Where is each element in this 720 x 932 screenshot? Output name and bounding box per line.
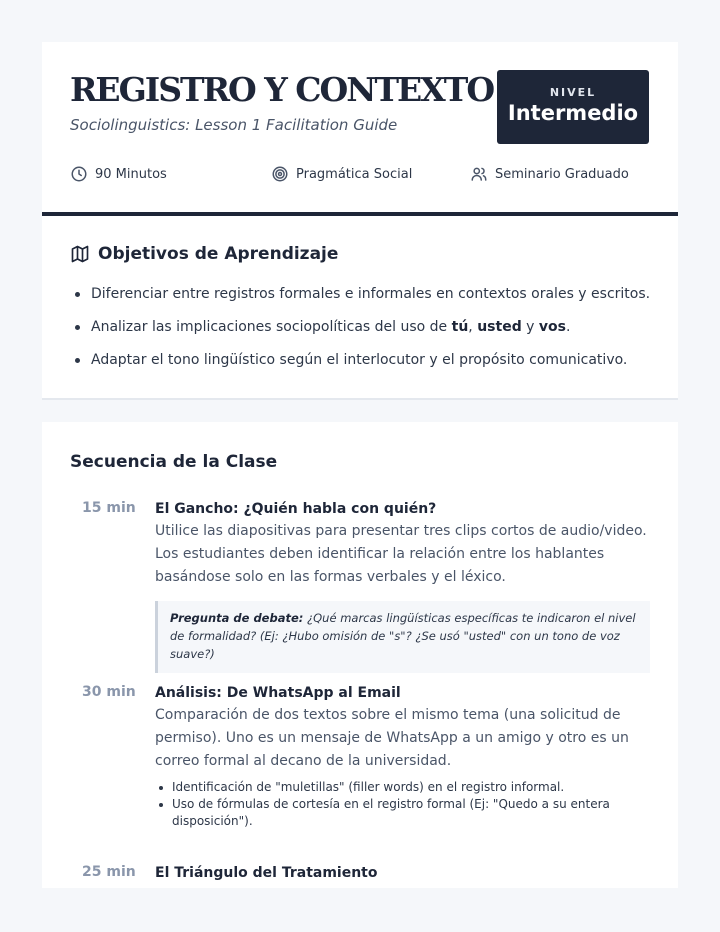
header-card (42, 42, 678, 216)
meta-duration-text: 90 Minutos (95, 166, 167, 182)
objective-text: Diferenciar entre registros formales e informales en contextos orales y escritos. (91, 286, 651, 302)
map-icon (70, 244, 90, 264)
meta-audience-text: Seminario Graduado (495, 166, 629, 182)
level-value: Intermedio (507, 101, 639, 125)
debate-text: ¿Qué marcas lingüísticas específicas te indicaron el nivel de formalidad? (Ej: ¿Hubo omisión de "s"? ¿Se usó "usted" con un tono de voz suave?) (170, 611, 636, 661)
term-vos: vos (538, 319, 566, 335)
level-badge (497, 70, 649, 144)
objectives-heading (70, 244, 338, 264)
step-bullets (155, 779, 650, 830)
step-title: Análisis: De WhatsApp al Email (155, 685, 401, 701)
step-body (155, 864, 650, 882)
meta-topic (271, 165, 412, 183)
sequence-card (42, 422, 678, 888)
objectives-list (70, 284, 660, 383)
step-time: 25 min (82, 864, 136, 880)
objective-text-post: . (565, 319, 571, 335)
target-icon (271, 165, 289, 183)
list-item (70, 284, 660, 317)
objectives-heading-text: Objetivos de Aprendizaje (98, 244, 339, 264)
meta-audience (470, 165, 629, 183)
step-description: Utilice las diapositivas para presentar tres clips cortos de audio/video. Los estudiantes deben identificar la relación entre los hablantes basándose solo en las formas verbales y el léxico. (155, 523, 647, 585)
list-item (70, 350, 660, 383)
list-item: Uso de fórmulas de cortesía en el registro formal (Ej: "Quedo a su entera disposición"). (155, 796, 650, 830)
level-label: NIVEL (549, 86, 597, 99)
objectives-card (42, 216, 678, 400)
meta-duration (70, 165, 167, 183)
term-usted: usted (477, 319, 522, 335)
objective-text-pre: Analizar las implicaciones sociopolíticas del uso de (91, 319, 452, 335)
step-time: 15 min (82, 500, 136, 516)
step-description: Comparación de dos textos sobre el mismo tema (una solicitud de permiso). Uno es un mensaje de WhatsApp a un amigo y otro es un correo formal al decano de la universidad. (155, 707, 629, 769)
meta-topic-text: Pragmática Social (296, 166, 413, 182)
step-title: El Triángulo del Tratamiento (155, 865, 378, 881)
users-icon (470, 165, 488, 183)
list-item: Identificación de "muletillas" (filler words) en el registro informal. (155, 779, 650, 796)
step-time: 30 min (82, 684, 136, 700)
debate-label: Pregunta de debate: (170, 611, 304, 625)
step-title: El Gancho: ¿Quién habla con quién? (155, 501, 437, 517)
objective-sep: , (468, 319, 478, 335)
clock-icon (70, 165, 88, 183)
page-subtitle: Sociolinguistics: Lesson 1 Facilitation Guide (70, 116, 398, 134)
list-item (70, 317, 660, 350)
debate-question (155, 601, 650, 673)
step-body (155, 500, 650, 673)
page-title: REGISTRO Y CONTEXTO (70, 70, 494, 109)
sequence-heading: Secuencia de la Clase (70, 452, 278, 472)
step-body (155, 684, 650, 830)
term-tu: tú (451, 319, 469, 335)
objective-sep: y (521, 319, 539, 335)
objective-text: Adaptar el tono lingüístico según el interlocutor y el propósito comunicativo. (91, 352, 628, 368)
